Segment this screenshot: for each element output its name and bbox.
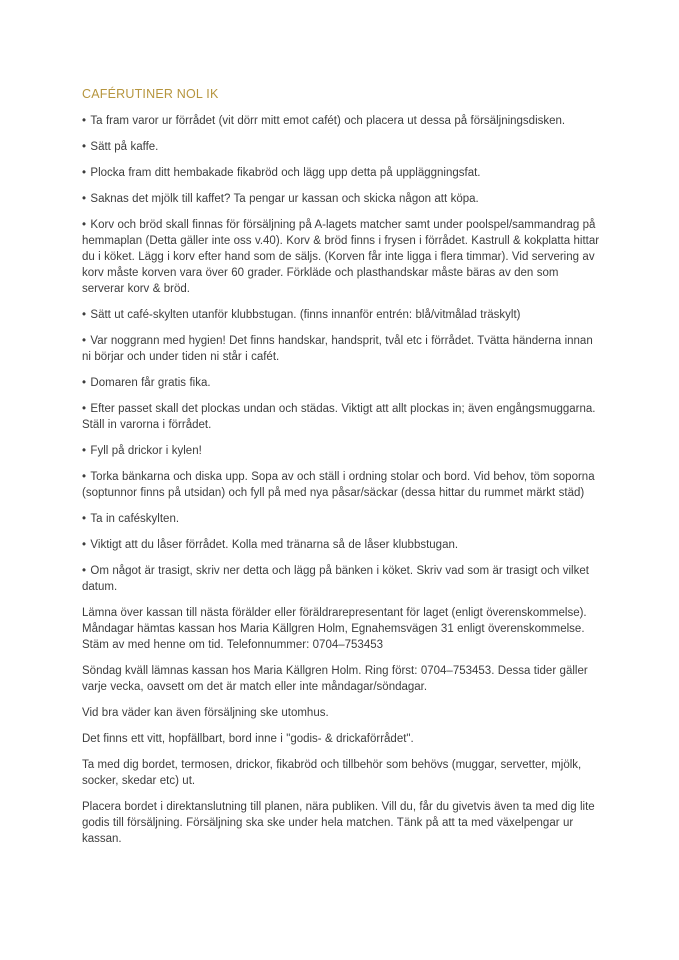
block-text: Lämna över kassan till nästa förälder eller föräldrarepresentant för laget (enligt överenskommelse). Måndagar hämtas kassan hos Maria Källgren Holm, Egnahemsvägen 31 enligt överenskommelse. Stäm av med henne om tid. Telefonnummer: 0704–753453 bbox=[82, 607, 587, 651]
block-text: Saknas det mjölk till kaffet? Ta pengar ur kassan och skicka någon att köpa. bbox=[90, 193, 479, 205]
block-text: Var noggrann med hygien! Det finns handskar, handsprit, tvål etc i förrådet. Tvätta händerna innan ni börjar och under tiden ni står i cafét. bbox=[82, 335, 593, 363]
block-text: Placera bordet i direktanslutning till planen, nära publiken. Vill du, får du givetvis även ta med dig lite godis till försäljning. Försäljning ska ske under hela matchen. Tänk på att ta med växelpengar ur kassan. bbox=[82, 801, 595, 845]
block-text: Ta in caféskylten. bbox=[90, 513, 180, 525]
document-title: CAFÉRUTINER NOL IK bbox=[82, 87, 219, 101]
block-text: Ta fram varor ur förrådet (vit dörr mitt emot cafét) och placera ut dessa på försäljningsdisken. bbox=[90, 115, 566, 127]
block-text: Sätt på kaffe. bbox=[90, 141, 159, 153]
block-text: Det finns ett vitt, hopfällbart, bord inne i "godis- & drickaförrådet". bbox=[82, 733, 414, 745]
bullet-item bbox=[82, 511, 601, 527]
bullet-marker: • bbox=[82, 539, 90, 551]
block-text: Vid bra väder kan även försäljning ske utomhus. bbox=[82, 707, 329, 719]
block-text: Om något är trasigt, skriv ner detta och lägg på bänken i köket. Skriv vad som är trasigt och vilket datum. bbox=[82, 565, 589, 593]
bullet-item bbox=[82, 563, 601, 595]
paragraph bbox=[82, 605, 601, 653]
block-text: Korv och bröd skall finnas för försäljning på A-lagets matcher samt under poolspel/sammandrag på hemmaplan (Detta gäller inte oss v.40). Korv & bröd finns i frysen i förrådet. Kastrull & kokplatta hittar du i köket. Lägg i korv efter hand som de säljs. (Korven får inte ligga i flera timmar). Vid servering av korv måste korven vara över 60 grader. Förkläde och plasthandskar måste bäras av den som serverar korv & bröd. bbox=[82, 219, 600, 295]
bullet-marker: • bbox=[82, 309, 90, 321]
bullet-marker: • bbox=[82, 335, 90, 347]
block-text: Viktigt att du låser förrådet. Kolla med tränarna så de låser klubbstugan. bbox=[90, 539, 459, 551]
bullet-item bbox=[82, 333, 601, 365]
bullet-marker: • bbox=[82, 193, 90, 205]
block-text: Domaren får gratis fika. bbox=[90, 377, 211, 389]
bullet-marker: • bbox=[82, 141, 90, 153]
block-text: Torka bänkarna och diska upp. Sopa av och ställ i ordning stolar och bord. Vid behov, töm soporna (soptunnor finns på utsidan) och fyll på med nya påsar/säckar (dessa hittar du rummet märkt städ) bbox=[82, 471, 595, 499]
bullet-item bbox=[82, 375, 601, 391]
paragraph bbox=[82, 705, 601, 721]
paragraph bbox=[82, 663, 601, 695]
bullet-marker: • bbox=[82, 377, 90, 389]
block-text: Plocka fram ditt hembakade fikabröd och lägg upp detta på uppläggningsfat. bbox=[90, 167, 481, 179]
bullet-item bbox=[82, 443, 601, 459]
bullet-item bbox=[82, 469, 601, 501]
paragraph bbox=[82, 757, 601, 789]
bullet-marker: • bbox=[82, 167, 90, 179]
bullet-marker: • bbox=[82, 403, 90, 415]
paragraph bbox=[82, 799, 601, 847]
bullet-marker: • bbox=[82, 219, 90, 231]
block-text: Ta med dig bordet, termosen, drickor, fikabröd och tillbehör som behövs (muggar, servetter, mjölk, socker, skedar etc) ut. bbox=[82, 759, 582, 787]
bullet-item bbox=[82, 165, 601, 181]
bullet-item bbox=[82, 537, 601, 553]
bullet-item bbox=[82, 217, 601, 297]
bullet-marker: • bbox=[82, 565, 90, 577]
block-text: Sätt ut café-skylten utanför klubbstugan. (finns innanför entrén: blå/vitmålad träskylt) bbox=[90, 309, 521, 321]
bullet-marker: • bbox=[82, 471, 90, 483]
paragraph bbox=[82, 731, 601, 747]
bullet-item bbox=[82, 401, 601, 433]
bullet-marker: • bbox=[82, 513, 90, 525]
bullet-marker: • bbox=[82, 445, 90, 457]
bullet-item bbox=[82, 113, 601, 129]
block-text: Fyll på drickor i kylen! bbox=[90, 445, 202, 457]
bullet-item bbox=[82, 139, 601, 155]
block-text: Söndag kväll lämnas kassan hos Maria Källgren Holm. Ring först: 0704–753453. Dessa tider gäller varje vecka, oavsett om det är match eller inte måndagar/söndagar. bbox=[82, 665, 588, 693]
bullet-marker: • bbox=[82, 115, 90, 127]
block-text: Efter passet skall det plockas undan och städas. Viktigt att allt plockas in; även engångsmuggarna. Ställ in varorna i förrådet. bbox=[82, 403, 596, 431]
document-body bbox=[82, 113, 601, 847]
bullet-item bbox=[82, 191, 601, 207]
bullet-item bbox=[82, 307, 601, 323]
